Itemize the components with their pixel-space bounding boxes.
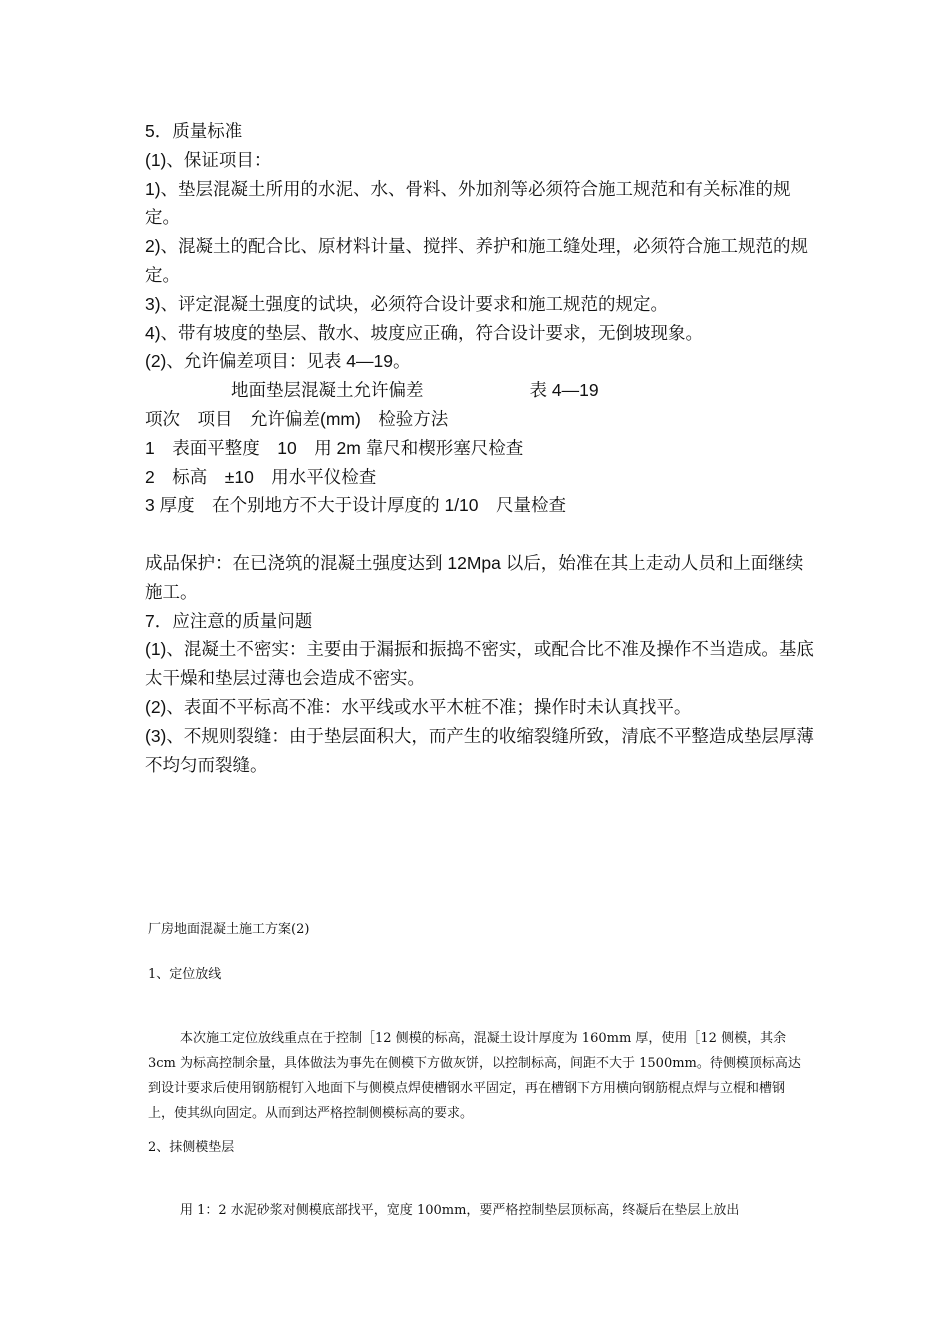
- guarantee-item-1: 1)、垫层混凝土所用的水泥、水、骨料、外加剂等必须符合施工规范和有关标准的规定。: [145, 178, 791, 228]
- tolerance-heading: (2)、允许偏差项目：见表 4—19。: [145, 351, 411, 372]
- issue-item-1: (1)、混凝土不密实：主要由于漏振和振捣不密实，或配合比不准及操作不当造成。基底太干燥和垫层过薄也会造成不密实。: [145, 639, 814, 689]
- plan-title: 厂房地面混凝土施工方案(2): [148, 922, 310, 937]
- issue-item-2: (2)、表面不平标高不准：水平线或水平木桩不准；操作时未认真找平。: [145, 696, 692, 717]
- issue-item-3: (3)、不规则裂缝：由于垫层面积大，而产生的收缩裂缝所致，清底不平整造成垫层厚薄不均匀而裂缝。: [145, 725, 814, 775]
- table-caption: [145, 376, 815, 405]
- step-1-text: 本次施工定位放线重点在于控制［12 侧模的标高，混凝土设计厚度为 160mm 厚，使用［12 侧模，其余 3cm 为标高控制余量，具体做法为事先在侧模下方做灰饼，以控制标高，间距不大于 1500mm。待侧模顶标高达到设计要求后使用钢筋棍钉入地面下与侧模点焊使槽钢水平固定，再在槽钢下方用横向钢筋棍点焊与立棍和槽钢上，使其纵向固定。从而到达严格控制侧模标高的要求。: [148, 1031, 801, 1121]
- guarantee-item-2: 2)、混凝土的配合比、原材料计量、搅拌、养护和施工缝处理，必须符合施工规范的规定。: [145, 236, 809, 285]
- table-row: 1 表面平整度 10 用 2m 靠尺和楔形塞尺检查: [145, 437, 524, 458]
- guarantee-item-4: 4)、带有坡度的垫层、散水、坡度应正确，符合设计要求，无倒坡现象。: [145, 322, 704, 343]
- guarantee-item-3: 3)、评定混凝土强度的试块，必须符合设计要求和施工规范的规定。: [145, 293, 669, 314]
- step-2-title: 2、抹侧模垫层: [148, 1140, 235, 1155]
- step-1-title: 1、定位放线: [148, 967, 222, 982]
- table-header: 项次 项目 允许偏差(mm) 检验方法: [145, 408, 449, 429]
- table-row: 3 厚度 在个别地方不大于设计厚度的 1/10 尺量检查: [145, 495, 567, 516]
- step-2-text: 用 1：2 水泥砂浆对侧模底部找平，宽度 100mm，要严格控制垫层顶标高，终凝后在垫层上放出: [180, 1203, 740, 1218]
- table-caption-title: 地面垫层混凝土允许偏差: [231, 380, 424, 401]
- guarantee-heading: (1)、保证项目：: [145, 149, 272, 170]
- quality-standard-section: [145, 117, 815, 779]
- table-row: 2 标高 ±10 用水平仪检查: [145, 466, 377, 487]
- section-title: 5．质量标准: [145, 121, 243, 141]
- issues-title: 7．应注意的质量问题: [145, 610, 313, 631]
- product-protection: 成品保护：在已浇筑的混凝土强度达到 12Mpa 以后，始准在其上走动人员和上面继续施工。: [145, 552, 804, 602]
- blank-line: [145, 520, 815, 549]
- table-caption-number: 表 4—19: [529, 380, 599, 401]
